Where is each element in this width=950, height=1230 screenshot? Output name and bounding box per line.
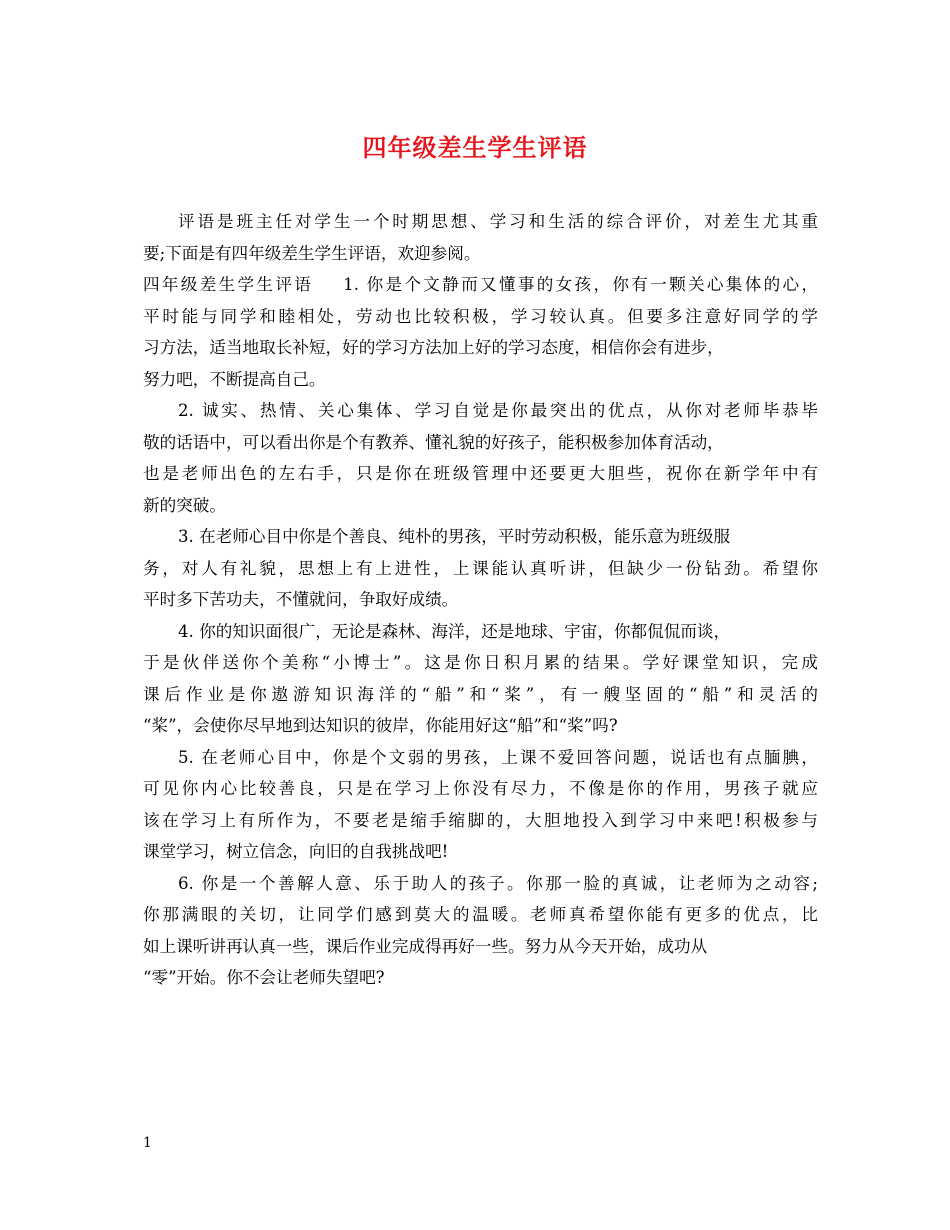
- paragraph-line: 也是老师出色的左右手，只是你在班级管理中还要更大胆些，祝你在新学年中有: [143, 464, 818, 483]
- paragraph-line: 课后作业是你遨游知识海洋的“船”和“桨”，有一艘坚固的“船”和灵活的: [143, 684, 818, 704]
- paragraph-line: 敬的话语中，可以看出你是个有教养、懂礼貌的好孩子，能积极参加体育活动，: [143, 432, 724, 452]
- paragraph-line: 于是伙伴送你个美称“小博士”。这是你日积月累的结果。学好课堂知识，完成: [143, 653, 818, 672]
- paragraph-line: 务，对人有礼貌，思想上有上进性，上课能认真听讲，但缺少一份钻劲。希望你: [143, 558, 818, 578]
- paragraph-line: 3. 在老师心目中你是个善良、纯朴的男孩，平时劳动积极，能乐意为班级服: [178, 527, 731, 546]
- paragraph-line: [143, 269, 818, 301]
- paragraph-line: 课堂学习，树立信念，向旧的自我挑战吧!: [143, 842, 449, 861]
- paragraph-line: 你那满眼的关切，让同学们感到莫大的温暖。老师真希望你能有更多的优点，比: [143, 905, 818, 924]
- paragraph-line: 可见你内心比较善良，只是在学习上你没有尽力，不像是你的作用，男孩子就应: [143, 779, 818, 798]
- paragraph-line: 如上课听讲再认真一些，课后作业完成得再好一些。努力从今天开始，成功从: [143, 936, 708, 956]
- paragraph-line: 平时能与同学和睦相处，劳动也比较积极，学习较认真。但要多注意好同学的学: [143, 306, 818, 326]
- paragraph-line: “桨”，会使你尽早地到达知识的彼岸，你能用好这“船”和“桨”吗?: [143, 716, 618, 735]
- paragraph-line: “零”开始。你不会让老师失望吧?: [143, 968, 385, 987]
- paragraph-line: 努力吧，不断提高自己。: [143, 369, 326, 389]
- section-heading: 四年级差生学生评语: [143, 275, 314, 294]
- paragraph-line: 平时多下苦功夫，不懂就问，争取好成绩。: [143, 590, 459, 609]
- document-body: [143, 206, 818, 994]
- paragraph-line: 2. 诚实、热情、关心集体、学习自觉是你最突出的优点，从你对老师毕恭毕: [178, 401, 818, 420]
- paragraph-line: 新的突破。: [143, 495, 226, 515]
- paragraph-line: 该在学习上有所作为，不要老是缩手缩脚的，大胆地投入到学习中来吧!积极参与: [143, 810, 818, 830]
- comment-1-start: 1. 你是个文静而又懂事的女孩，你有一颗关心集体的心，: [343, 275, 819, 294]
- page-number: 1: [143, 1135, 152, 1151]
- paragraph-line: 4. 你的知识面很广，无论是森林、海洋，还是地球、宇宙，你都侃侃而谈，: [178, 621, 731, 641]
- paragraph-line: 6. 你是一个善解人意、乐于助人的孩子。你那一脸的真诚，让老师为之动容;: [178, 873, 818, 893]
- paragraph-line: 要;下面是有四年级差生学生评语，欢迎参阅。: [143, 243, 481, 263]
- paragraph-line: 5. 在老师心目中，你是个文弱的男孩，上课不爱回答问题，说话也有点腼腆，: [178, 747, 818, 767]
- paragraph-line: 习方法，适当地取长补短，好的学习方法加上好的学习态度，相信你会有进步，: [143, 338, 724, 357]
- document-title: 四年级差生学生评语: [362, 133, 588, 162]
- paragraph-line: 评语是班主任对学生一个时期思想、学习和生活的综合评价，对差生尤其重: [178, 212, 818, 231]
